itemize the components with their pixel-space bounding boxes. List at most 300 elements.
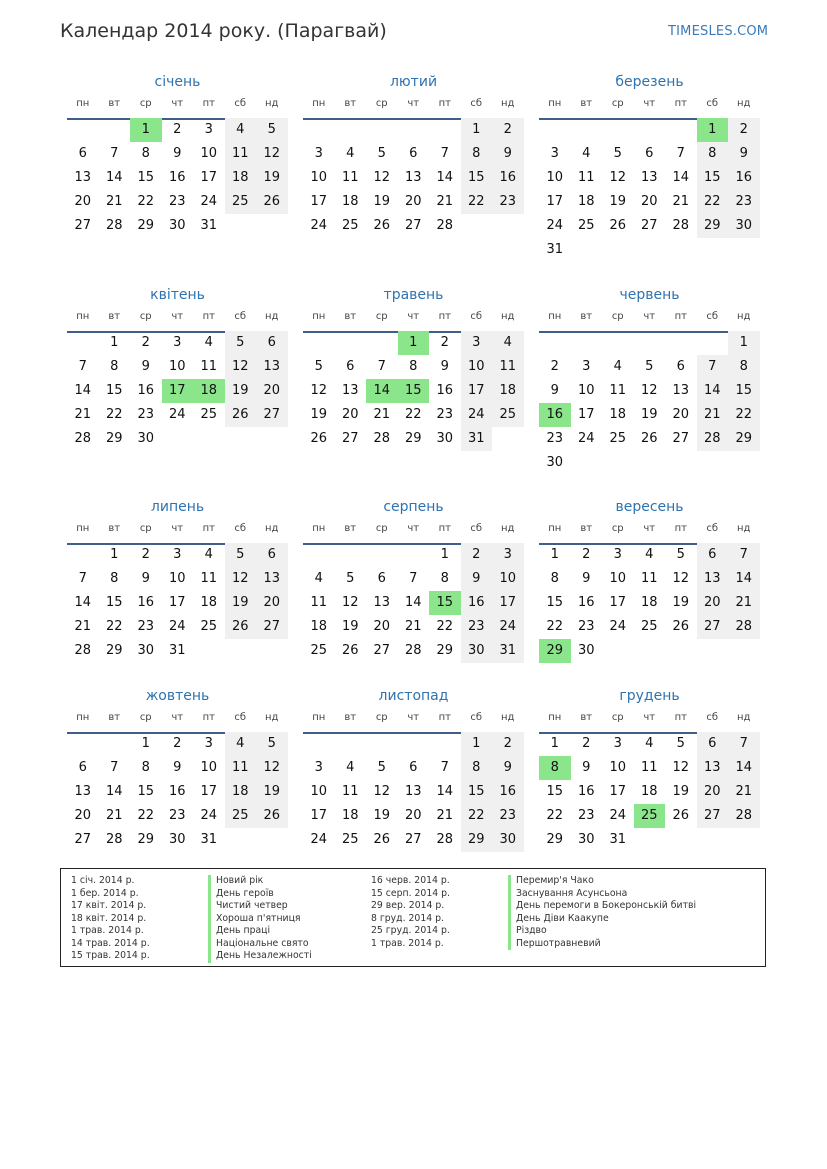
- day-cell: 1: [461, 118, 493, 142]
- day-cell: 25: [200, 619, 218, 634]
- weekday-label: сб: [234, 311, 247, 322]
- day-cell: 17: [546, 194, 564, 209]
- day-cell: 30: [168, 218, 186, 233]
- day-cell: 7: [440, 146, 449, 161]
- weekday-label: нд: [501, 98, 515, 109]
- weekday-label: пн: [76, 523, 90, 534]
- day-cell: 19: [256, 166, 288, 190]
- day-cell: 10: [200, 760, 218, 775]
- day-cell: 24: [310, 832, 328, 847]
- day-cell: 10: [461, 355, 493, 379]
- day-cell: 23: [168, 808, 186, 823]
- day-cell: 20: [256, 379, 288, 403]
- day-cell: 14: [672, 170, 690, 185]
- day-cell: 31: [200, 218, 218, 233]
- day-cell: 6: [645, 146, 654, 161]
- day-cell: 19: [341, 619, 359, 634]
- day-cell: 5: [225, 543, 257, 567]
- weekday-label: пт: [202, 523, 215, 534]
- day-cell: 15: [546, 595, 564, 610]
- day-cell: 6: [697, 543, 729, 567]
- day-cell: 23: [577, 619, 595, 634]
- day-cell: 22: [461, 190, 493, 214]
- day-cell: 24: [200, 808, 218, 823]
- day-cell: 4: [492, 331, 524, 355]
- holiday-day-cell: 1: [398, 331, 430, 355]
- day-cell: 29: [697, 214, 729, 238]
- day-cell: 26: [640, 431, 658, 446]
- day-cell: 6: [256, 543, 288, 567]
- day-cell: 14: [436, 784, 454, 799]
- weekday-label: ср: [611, 311, 624, 322]
- day-cell: 23: [546, 431, 564, 446]
- day-cell: 18: [609, 407, 627, 422]
- day-cell: 16: [492, 166, 524, 190]
- day-cell: 27: [74, 832, 92, 847]
- day-cell: 3: [204, 122, 213, 137]
- day-cell: 19: [609, 194, 627, 209]
- day-cell: 13: [404, 170, 422, 185]
- day-cell: 22: [728, 403, 760, 427]
- day-cell: 3: [613, 547, 622, 562]
- day-cell: 4: [346, 760, 355, 775]
- day-cell: 1: [110, 335, 119, 350]
- day-cell: 6: [697, 732, 729, 756]
- weekday-label: пт: [202, 98, 215, 109]
- day-cell: 21: [74, 407, 92, 422]
- day-cell: 28: [74, 643, 92, 658]
- day-cell: 25: [310, 643, 328, 658]
- weekday-label: ср: [375, 311, 388, 322]
- day-cell: 28: [728, 804, 760, 828]
- day-cell: 23: [492, 190, 524, 214]
- legend-dates-right: [371, 875, 450, 950]
- day-cell: 18: [640, 595, 658, 610]
- day-cell: 2: [173, 736, 182, 751]
- day-cell: 6: [78, 146, 87, 161]
- day-cell: 15: [137, 170, 155, 185]
- day-cell: 10: [609, 571, 627, 586]
- day-cell: 1: [728, 331, 760, 355]
- day-cell: 19: [672, 595, 690, 610]
- weekday-label: сб: [706, 98, 719, 109]
- day-cell: 28: [436, 832, 454, 847]
- day-cell: 28: [672, 218, 690, 233]
- weekday-label: чт: [643, 98, 656, 109]
- day-cell: 4: [225, 118, 257, 142]
- day-cell: 3: [173, 547, 182, 562]
- weekday-label: сб: [470, 523, 483, 534]
- day-cell: 19: [225, 379, 257, 403]
- day-cell: 9: [173, 760, 182, 775]
- day-cell: 25: [341, 832, 359, 847]
- day-cell: 1: [440, 547, 449, 562]
- day-cell: 9: [173, 146, 182, 161]
- day-cell: 21: [672, 194, 690, 209]
- day-cell: 1: [550, 736, 559, 751]
- day-cell: 28: [105, 832, 123, 847]
- weekday-label: пт: [438, 98, 451, 109]
- holiday-day-cell: 14: [366, 379, 398, 403]
- weekday-label: сб: [706, 311, 719, 322]
- day-cell: 10: [310, 170, 328, 185]
- month-name: грудень: [619, 688, 680, 704]
- day-cell: 21: [436, 194, 454, 209]
- day-cell: 9: [141, 571, 150, 586]
- day-cell: 21: [105, 194, 123, 209]
- day-cell: 21: [74, 619, 92, 634]
- day-cell: 12: [672, 760, 690, 775]
- weekday-label: пн: [548, 523, 562, 534]
- day-cell: 6: [78, 760, 87, 775]
- day-cell: 27: [697, 615, 729, 639]
- day-cell: 20: [341, 407, 359, 422]
- day-cell: 9: [440, 359, 449, 374]
- weekday-label: пн: [76, 311, 90, 322]
- weekday-label: пн: [312, 311, 326, 322]
- day-cell: 13: [74, 784, 92, 799]
- day-cell: 2: [550, 359, 559, 374]
- day-cell: 22: [546, 619, 564, 634]
- weekday-label: нд: [737, 712, 751, 723]
- day-cell: 30: [137, 431, 155, 446]
- day-cell: 18: [341, 194, 359, 209]
- day-cell: 18: [577, 194, 595, 209]
- day-cell: 21: [728, 591, 760, 615]
- legend-holiday-name: Першотравневий: [508, 938, 696, 951]
- day-cell: 14: [436, 170, 454, 185]
- day-cell: 25: [492, 403, 524, 427]
- day-cell: 21: [105, 808, 123, 823]
- day-cell: 2: [461, 543, 493, 567]
- day-cell: 24: [546, 218, 564, 233]
- legend-date: 1 трав. 2014 р.: [71, 925, 144, 936]
- day-cell: 29: [105, 643, 123, 658]
- day-cell: 6: [676, 359, 685, 374]
- day-cell: 2: [728, 118, 760, 142]
- day-cell: 10: [609, 760, 627, 775]
- day-cell: 1: [550, 547, 559, 562]
- day-cell: 20: [697, 591, 729, 615]
- month-name: жовтень: [145, 688, 210, 704]
- day-cell: 3: [204, 736, 213, 751]
- legend-holiday-name: Заснування Асунсьона: [508, 888, 696, 901]
- day-cell: 19: [310, 407, 328, 422]
- day-cell: 12: [225, 567, 257, 591]
- day-cell: 20: [697, 780, 729, 804]
- day-cell: 3: [173, 335, 182, 350]
- day-cell: 5: [314, 359, 323, 374]
- day-cell: 29: [137, 832, 155, 847]
- month-name: серпень: [383, 499, 444, 515]
- day-cell: 23: [137, 407, 155, 422]
- day-cell: 27: [341, 431, 359, 446]
- weekday-label: пт: [674, 523, 687, 534]
- day-cell: 2: [173, 122, 182, 137]
- day-cell: 6: [256, 331, 288, 355]
- day-cell: 27: [74, 218, 92, 233]
- day-cell: 22: [404, 407, 422, 422]
- weekday-label: чт: [407, 523, 420, 534]
- day-cell: 15: [137, 784, 155, 799]
- legend-date: 16 черв. 2014 р.: [371, 875, 450, 886]
- day-cell: 29: [461, 828, 493, 852]
- holiday-day-cell: 15: [429, 591, 461, 615]
- weekday-label: нд: [737, 311, 751, 322]
- day-cell: 13: [404, 784, 422, 799]
- holiday-day-cell: 1: [130, 118, 162, 142]
- day-cell: 8: [110, 359, 119, 374]
- day-cell: 23: [168, 194, 186, 209]
- day-cell: 28: [728, 615, 760, 639]
- day-cell: 3: [550, 146, 559, 161]
- day-cell: 24: [461, 403, 493, 427]
- weekday-label: вт: [108, 712, 121, 723]
- weekday-label: вт: [580, 712, 593, 723]
- day-cell: 7: [728, 543, 760, 567]
- holiday-day-cell: 15: [398, 379, 430, 403]
- legend-date: 29 вер. 2014 р.: [371, 900, 445, 911]
- day-cell: 27: [672, 431, 690, 446]
- day-cell: 25: [577, 218, 595, 233]
- day-cell: 26: [609, 218, 627, 233]
- day-cell: 31: [461, 427, 493, 451]
- day-cell: 3: [314, 760, 323, 775]
- day-cell: 21: [728, 780, 760, 804]
- day-cell: 1: [141, 736, 150, 751]
- day-cell: 30: [492, 828, 524, 852]
- day-cell: 29: [137, 218, 155, 233]
- site-link[interactable]: TIMESLES.COM: [668, 24, 769, 39]
- day-cell: 10: [577, 383, 595, 398]
- day-cell: 29: [546, 832, 564, 847]
- day-cell: 20: [404, 808, 422, 823]
- day-cell: 28: [373, 431, 391, 446]
- day-cell: 5: [225, 331, 257, 355]
- day-cell: 24: [310, 218, 328, 233]
- day-cell: 4: [204, 547, 213, 562]
- day-cell: 11: [341, 784, 359, 799]
- day-cell: 10: [168, 359, 186, 374]
- weekday-label: нд: [501, 311, 515, 322]
- day-cell: 31: [492, 639, 524, 663]
- day-cell: 25: [200, 407, 218, 422]
- legend-holiday-name: Національне свято: [208, 938, 312, 951]
- day-cell: 20: [672, 407, 690, 422]
- day-cell: 7: [377, 359, 386, 374]
- weekday-label: нд: [265, 98, 279, 109]
- weekday-label: пн: [548, 712, 562, 723]
- day-cell: 12: [341, 595, 359, 610]
- weekday-label: чт: [171, 311, 184, 322]
- weekday-label: пт: [202, 712, 215, 723]
- day-cell: 12: [310, 383, 328, 398]
- day-cell: 26: [225, 403, 257, 427]
- day-cell: 29: [404, 431, 422, 446]
- day-cell: 23: [137, 619, 155, 634]
- weekday-label: вт: [580, 311, 593, 322]
- weekday-label: чт: [643, 311, 656, 322]
- weekday-label: нд: [265, 523, 279, 534]
- month-name: липень: [150, 499, 205, 515]
- day-cell: 5: [377, 146, 386, 161]
- legend-date: 8 груд. 2014 р.: [371, 912, 444, 924]
- day-cell: 7: [110, 760, 119, 775]
- day-cell: 4: [314, 571, 323, 586]
- day-cell: 12: [373, 170, 391, 185]
- weekday-label: вт: [344, 98, 357, 109]
- legend-names-left: [208, 875, 312, 963]
- day-cell: 11: [492, 355, 524, 379]
- weekday-label: сб: [470, 712, 483, 723]
- month-name: лютий: [389, 74, 438, 90]
- month-name: березень: [615, 74, 684, 90]
- day-cell: 13: [672, 383, 690, 398]
- weekday-label: чт: [407, 712, 420, 723]
- day-cell: 14: [105, 784, 123, 799]
- day-cell: 24: [200, 194, 218, 209]
- day-cell: 11: [640, 760, 658, 775]
- day-cell: 6: [346, 359, 355, 374]
- day-cell: 8: [141, 146, 150, 161]
- day-cell: 8: [409, 359, 418, 374]
- day-cell: 17: [310, 194, 328, 209]
- day-cell: 16: [436, 383, 454, 398]
- weekday-label: чт: [407, 311, 420, 322]
- day-cell: 16: [577, 784, 595, 799]
- page-title: Календар 2014 року. (Парагвай): [60, 20, 387, 42]
- day-cell: 25: [225, 190, 257, 214]
- day-cell: 27: [256, 615, 288, 639]
- month-name: квітень: [150, 287, 205, 303]
- day-cell: 15: [105, 383, 123, 398]
- day-cell: 22: [697, 190, 729, 214]
- day-cell: 8: [550, 571, 559, 586]
- day-cell: 2: [141, 335, 150, 350]
- day-cell: 9: [461, 567, 493, 591]
- day-cell: 31: [609, 832, 627, 847]
- day-cell: 4: [645, 736, 654, 751]
- day-cell: 27: [404, 832, 422, 847]
- legend-holiday-name: Різдво: [508, 925, 696, 938]
- day-cell: 8: [728, 355, 760, 379]
- day-cell: 23: [492, 804, 524, 828]
- legend-date: 14 трав. 2014 р.: [71, 937, 150, 949]
- legend-date: 18 квіт. 2014 р.: [71, 912, 147, 924]
- day-cell: 16: [461, 591, 493, 615]
- day-cell: 12: [373, 784, 391, 799]
- weekday-label: ср: [375, 523, 388, 534]
- weekday-label: вт: [344, 311, 357, 322]
- weekday-label: нд: [737, 523, 751, 534]
- day-cell: 19: [373, 194, 391, 209]
- day-cell: 23: [728, 190, 760, 214]
- day-cell: 15: [697, 166, 729, 190]
- day-cell: 13: [256, 355, 288, 379]
- day-cell: 18: [341, 808, 359, 823]
- day-cell: 22: [461, 804, 493, 828]
- day-cell: 21: [373, 407, 391, 422]
- day-cell: 11: [225, 756, 257, 780]
- day-cell: 20: [256, 591, 288, 615]
- day-cell: 14: [105, 170, 123, 185]
- day-cell: 7: [78, 359, 87, 374]
- day-cell: 3: [492, 543, 524, 567]
- month-name: червень: [619, 287, 680, 303]
- month-name: січень: [154, 74, 201, 90]
- weekday-label: сб: [234, 98, 247, 109]
- day-cell: 6: [377, 571, 386, 586]
- day-cell: 3: [461, 331, 493, 355]
- day-cell: 14: [74, 383, 92, 398]
- weekday-label: сб: [234, 712, 247, 723]
- legend-date: 1 трав. 2014 р.: [371, 937, 444, 949]
- weekday-label: пт: [438, 523, 451, 534]
- weekday-label: пт: [674, 311, 687, 322]
- day-cell: 20: [404, 194, 422, 209]
- day-cell: 26: [672, 619, 690, 634]
- day-cell: 3: [314, 146, 323, 161]
- day-cell: 24: [609, 619, 627, 634]
- day-cell: 26: [373, 832, 391, 847]
- legend-holiday-name: Новий рік: [208, 875, 312, 888]
- day-cell: 11: [609, 383, 627, 398]
- day-cell: 18: [225, 166, 257, 190]
- weekday-label: пт: [438, 311, 451, 322]
- day-cell: 16: [168, 170, 186, 185]
- day-cell: 20: [640, 194, 658, 209]
- holiday-day-cell: 29: [539, 639, 571, 663]
- day-cell: 19: [640, 407, 658, 422]
- day-cell: 9: [492, 142, 524, 166]
- day-cell: 11: [577, 170, 595, 185]
- day-cell: 13: [256, 567, 288, 591]
- day-cell: 5: [377, 760, 386, 775]
- legend-dates-left: [71, 875, 150, 963]
- holiday-day-cell: 8: [539, 756, 571, 780]
- weekday-label: вт: [580, 523, 593, 534]
- day-cell: 2: [141, 547, 150, 562]
- day-cell: 2: [582, 547, 591, 562]
- day-cell: 30: [461, 639, 493, 663]
- weekday-label: вт: [344, 712, 357, 723]
- day-cell: 2: [492, 118, 524, 142]
- day-cell: 21: [697, 403, 729, 427]
- weekday-label: чт: [643, 712, 656, 723]
- day-cell: 29: [728, 427, 760, 451]
- weekday-label: ср: [611, 98, 624, 109]
- legend-holiday-name: День праці: [208, 925, 312, 938]
- day-cell: 9: [728, 142, 760, 166]
- weekday-label: ср: [139, 712, 152, 723]
- weekday-label: ср: [611, 523, 624, 534]
- legend-holiday-name: Чистий четвер: [208, 900, 312, 913]
- day-cell: 26: [256, 190, 288, 214]
- day-cell: 17: [609, 784, 627, 799]
- day-cell: 4: [645, 547, 654, 562]
- weekday-label: чт: [171, 98, 184, 109]
- day-cell: 16: [492, 780, 524, 804]
- holiday-day-cell: 18: [193, 379, 225, 403]
- day-cell: 20: [74, 194, 92, 209]
- day-cell: 27: [404, 218, 422, 233]
- day-cell: 16: [168, 784, 186, 799]
- day-cell: 15: [728, 379, 760, 403]
- weekday-label: ср: [611, 712, 624, 723]
- day-cell: 16: [728, 166, 760, 190]
- holiday-day-cell: 17: [162, 379, 194, 403]
- day-cell: 13: [697, 567, 729, 591]
